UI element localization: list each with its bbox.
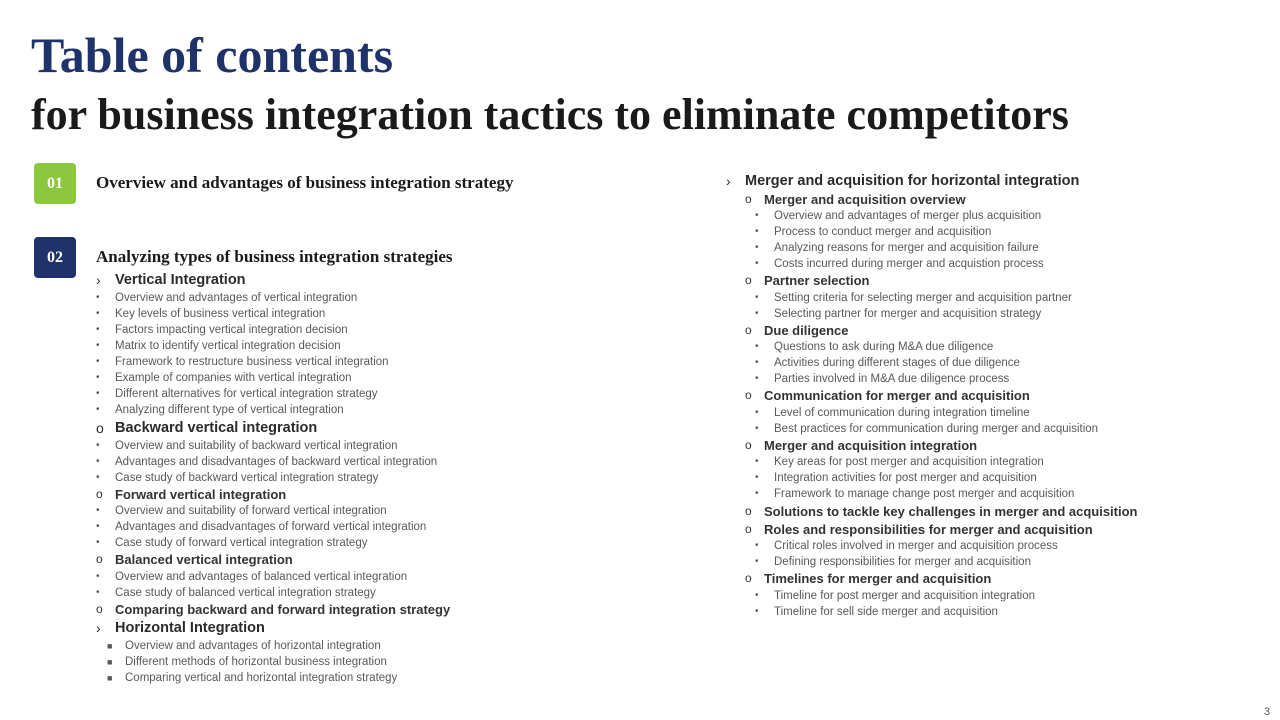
topic-horizontal-integration: › Horizontal Integration (96, 620, 265, 637)
subtopic-timelines: o Timelines for merger and acquisition (745, 571, 992, 587)
bullet-icon: • (96, 505, 100, 517)
bullet-icon: • (755, 341, 759, 353)
list-item: • Timeline for post merger and acquisition integration (755, 589, 1036, 602)
list-item: • Factors impacting vertical integration decision (96, 324, 348, 336)
bullet-icon: • (755, 589, 759, 601)
list-item: ■ Different methods of horizontal business integration (107, 656, 387, 669)
bullet-icon: • (755, 307, 759, 319)
bullet-icon: • (96, 404, 100, 415)
subtopic-partner: o Partner selection (745, 273, 870, 289)
bullet-icon: • (755, 291, 759, 303)
bullet-icon: • (755, 258, 759, 270)
bullet-icon: • (755, 406, 759, 418)
list-item: • Different alternatives for vertical integration strategy (96, 388, 378, 400)
bullet-icon: • (755, 556, 759, 568)
list-item: • Key levels of business vertical integration (96, 308, 326, 320)
square-bullet-icon: ■ (107, 641, 113, 652)
circle-bullet-icon: o (745, 437, 752, 452)
chevron-right-icon: › (726, 173, 731, 189)
list-item: • Key areas for post merger and acquisition integration (755, 455, 1044, 468)
subtopic-roles: o Roles and responsibilities for merger and acquisition (745, 521, 1093, 537)
page-subtitle: for business integration tactics to eliminate competitors (31, 90, 1069, 139)
bullet-icon: • (755, 422, 759, 434)
circle-bullet-icon: o (745, 388, 752, 403)
list-item: • Selecting partner for merger and acquisition strategy (755, 307, 1042, 320)
bullet-icon: • (96, 356, 100, 367)
list-item: • Best practices for communication during merger and acquisition (755, 422, 1099, 435)
section-02-outline (96, 270, 656, 686)
bullet-icon: • (96, 472, 100, 483)
circle-bullet-icon: o (745, 503, 752, 518)
section-number-badge: 02 (34, 237, 76, 278)
list-item: • Setting criteria for selecting merger and acquisition partner (755, 291, 1072, 304)
list-item: • Activities during different stages of due diligence (755, 357, 1020, 370)
list-item: • Overview and advantages of balanced vertical integration (96, 570, 408, 583)
circle-bullet-icon: o (96, 487, 103, 501)
circle-bullet-icon: o (96, 552, 103, 567)
subtopic-overview: o Merger and acquisition overview (745, 192, 966, 207)
list-item: • Framework to restructure business vertical integration (96, 356, 389, 368)
bullet-icon: • (96, 521, 100, 533)
subtopic-forward: o Forward vertical integration (96, 487, 287, 502)
bullet-icon: • (755, 487, 759, 499)
section-number-badge: 01 (34, 163, 76, 204)
list-item: • Critical roles involved in merger and acquisition process (755, 540, 1058, 553)
bullet-icon: • (96, 308, 100, 319)
list-item: • Timeline for sell side merger and acquisition (755, 605, 998, 618)
list-item: • Case study of balanced vertical integration strategy (96, 586, 376, 599)
chevron-right-icon: › (96, 620, 101, 637)
list-item: • Overview and suitability of backward vertical integration (96, 440, 398, 452)
subtopic-backward: o Backward vertical integration (96, 420, 318, 436)
merger-acquisition-outline (726, 171, 1226, 620)
list-item: • Defining responsibilities for merger and acquisition (755, 556, 1031, 569)
subtopic-integration: o Merger and acquisition integration (745, 437, 978, 453)
square-bullet-icon: ■ (107, 673, 113, 684)
topic-merger-acquisition: › Merger and acquisition for horizontal integration (726, 173, 1080, 189)
list-item: • Questions to ask during M&A due diligence (755, 341, 994, 354)
list-item: • Parties involved in M&A due diligence process (755, 373, 1010, 386)
circle-bullet-icon: o (96, 601, 103, 616)
page-number: 3 (1263, 706, 1270, 718)
section-title: Analyzing types of business integration strategies (96, 247, 453, 266)
topic-vertical-integration: › Vertical Integration (96, 272, 246, 288)
list-item: • Overview and advantages of vertical integration (96, 292, 358, 304)
bullet-icon: • (755, 471, 759, 483)
section-title: Overview and advantages of business integration strategy (96, 173, 514, 192)
subtopic-solutions: o Solutions to tackle key challenges in merger and acquisition (745, 503, 1138, 519)
list-item: • Level of communication during integration timeline (755, 406, 1030, 419)
bullet-icon: • (755, 605, 759, 617)
bullet-icon: • (96, 456, 100, 467)
circle-bullet-icon: o (745, 192, 752, 206)
bullet-icon: • (96, 570, 100, 582)
list-item: • Example of companies with vertical integration (96, 372, 352, 384)
bullet-icon: • (96, 324, 100, 335)
list-item: • Case study of forward vertical integration strategy (96, 537, 368, 550)
subtopic-comparing: o Comparing backward and forward integration strategy (96, 601, 451, 617)
subtopic-balanced: o Balanced vertical integration (96, 552, 293, 568)
list-item: • Advantages and disadvantages of backward vertical integration (96, 456, 438, 468)
square-bullet-icon: ■ (107, 657, 113, 668)
bullet-icon: • (755, 357, 759, 369)
bullet-icon: • (96, 372, 100, 383)
list-item: • Process to conduct merger and acquisition (755, 226, 992, 239)
bullet-icon: • (96, 388, 100, 399)
bullet-icon: • (96, 440, 100, 451)
list-item: • Framework to manage change post merger and acquisition (755, 487, 1075, 500)
circle-bullet-icon: o (745, 571, 752, 586)
bullet-icon: • (96, 340, 100, 351)
chevron-right-icon: › (96, 272, 101, 288)
circle-bullet-icon: o (745, 273, 752, 288)
list-item: • Matrix to identify vertical integration decision (96, 340, 341, 352)
bullet-icon: • (96, 537, 100, 549)
circle-bullet-icon: o (745, 521, 752, 536)
page-title: Table of contents (31, 27, 394, 83)
list-item: • Case study of backward vertical integration strategy (96, 472, 379, 484)
list-item: • Overview and suitability of forward vertical integration (96, 505, 387, 518)
bullet-icon: • (755, 226, 759, 238)
bullet-icon: • (96, 586, 100, 598)
list-item: • Advantages and disadvantages of forward vertical integration (96, 521, 427, 534)
bullet-icon: • (96, 292, 100, 303)
list-item: • Integration activities for post merger and acquisition (755, 471, 1037, 484)
circle-bullet-icon: o (96, 420, 104, 436)
list-item: ■ Overview and advantages of horizontal integration (107, 640, 381, 653)
list-item: • Costs incurred during merger and acquistion process (755, 258, 1044, 271)
list-item: ■ Comparing vertical and horizontal integration strategy (107, 672, 398, 685)
bullet-icon: • (755, 455, 759, 467)
circle-bullet-icon: o (745, 322, 752, 337)
bullet-icon: • (755, 373, 759, 385)
subtopic-communication: o Communication for merger and acquisition (745, 388, 1030, 404)
subtopic-due-diligence: o Due diligence (745, 322, 849, 338)
bullet-icon: • (755, 242, 759, 254)
list-item: • Analyzing different type of vertical integration (96, 404, 344, 416)
list-item: • Analyzing reasons for merger and acquisition failure (755, 242, 1039, 255)
bullet-icon: • (755, 210, 759, 222)
bullet-icon: • (755, 540, 759, 552)
list-item: • Overview and advantages of merger plus acquisition (755, 210, 1042, 223)
